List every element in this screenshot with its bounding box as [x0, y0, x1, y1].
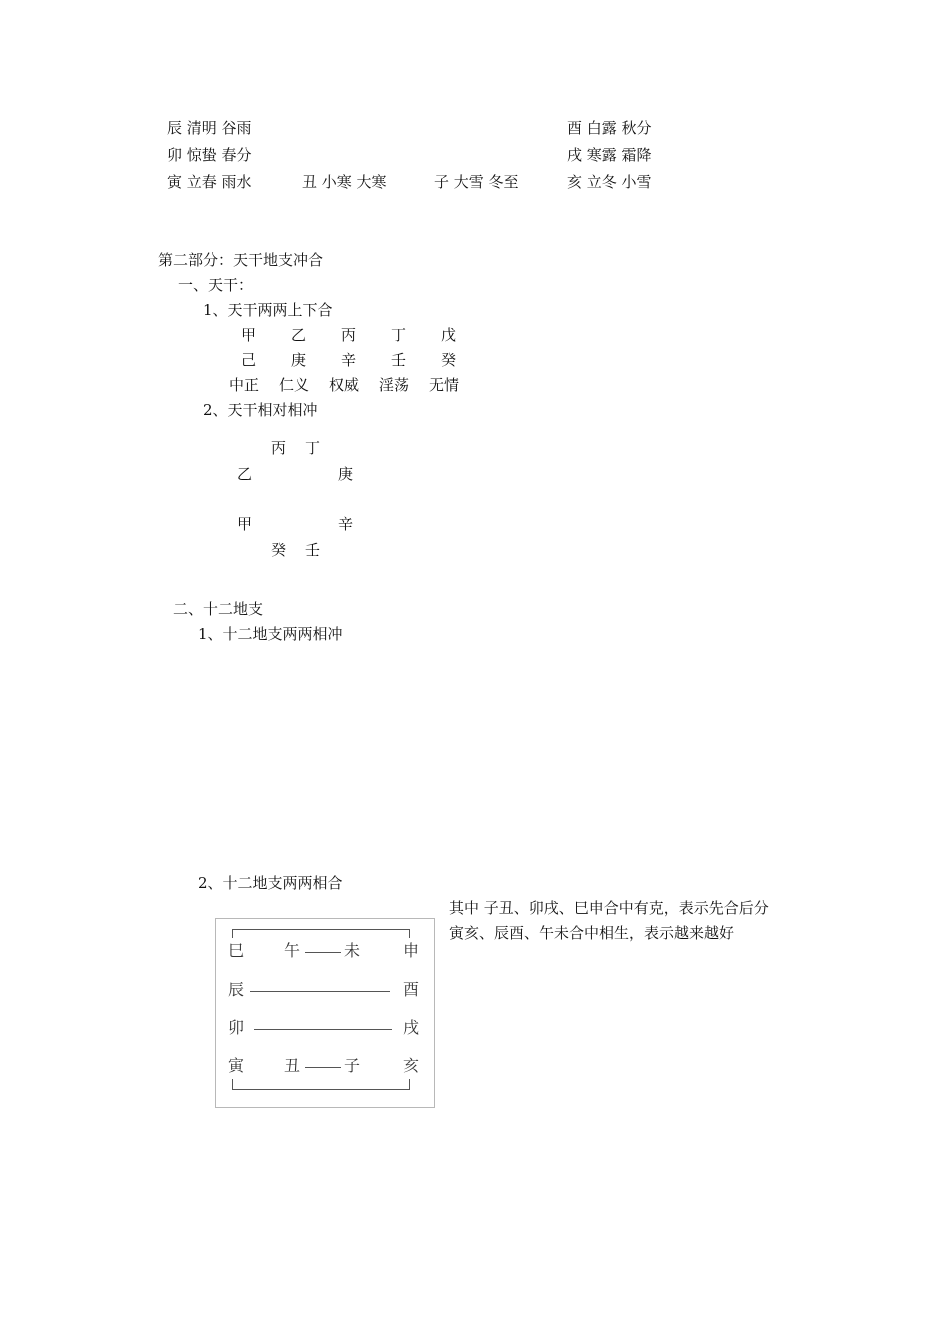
branch-si: 巳 [228, 941, 245, 960]
mao-xu-line [254, 1029, 392, 1030]
clash-geng: 庚 [338, 465, 354, 483]
branch-wei: 未 [344, 941, 361, 960]
clash-ding: 丁 [305, 439, 321, 457]
stem-meaning-3: 权威 [329, 376, 360, 394]
stem-bottom-3: 辛 [341, 351, 357, 369]
stem-meaning-2: 仁义 [279, 376, 310, 394]
branch-mao: 卯 [228, 1018, 245, 1037]
branch-zi: 子 [344, 1056, 361, 1075]
branch-combination-diagram [215, 918, 435, 1108]
chen-you-line [250, 991, 390, 992]
stem-top-1: 甲 [241, 326, 257, 344]
clash-xin: 辛 [338, 515, 354, 533]
branch-wu: 午 [284, 941, 301, 960]
stem-top-3: 丙 [341, 326, 357, 344]
part2-title: 第二部分：天干地支冲合 [158, 251, 324, 269]
section-earthly-branches-title: 二、十二地支 [173, 600, 264, 618]
solar-term-row1-right: 酉 白露 秋分 [567, 119, 652, 137]
stem-bottom-1: 己 [241, 351, 257, 369]
clash-yi: 乙 [237, 465, 253, 483]
branch-hai: 亥 [403, 1056, 420, 1075]
combination-note-line2: 寅亥、辰酉、午未合中相生，表示越来越好 [449, 924, 735, 942]
stem-meaning-4: 淫荡 [379, 376, 410, 394]
stem-bottom-2: 庚 [291, 351, 307, 369]
si-shen-bracket [232, 929, 410, 938]
combination-note-line1: 其中 子丑、卯戌、巳申合中有克，表示先合后分 [449, 899, 769, 917]
branch-xu: 戌 [403, 1018, 420, 1037]
clash-bing: 丙 [271, 439, 287, 457]
stem-top-2: 乙 [291, 326, 307, 344]
clash-jia: 甲 [237, 515, 253, 533]
solar-term-row3-col3: 子 大雪 冬至 [434, 173, 519, 191]
solar-term-row2-right: 戌 寒露 霜降 [567, 146, 652, 164]
clash-ren: 壬 [305, 541, 321, 559]
stem-top-4: 丁 [391, 326, 407, 344]
branch-yin: 寅 [228, 1056, 245, 1075]
branches-clash-title: 1、十二地支两两相冲 [198, 625, 343, 643]
branch-you: 酉 [403, 980, 420, 999]
stem-meaning-5: 无情 [429, 376, 460, 394]
section-heavenly-stems-title: 一、天干： [178, 276, 254, 294]
branch-chen: 辰 [228, 980, 245, 999]
solar-term-row3-col2: 丑 小寒 大寒 [302, 173, 387, 191]
solar-term-row1-left: 辰 清明 谷雨 [167, 119, 252, 137]
chou-zi-line [305, 1067, 341, 1068]
stem-meaning-1: 中正 [229, 376, 260, 394]
clash-gui: 癸 [271, 541, 287, 559]
solar-term-row3-col4: 亥 立冬 小雪 [567, 173, 652, 191]
solar-term-row2-left: 卯 惊蛰 春分 [167, 146, 252, 164]
stems-clash-title: 2、天干相对相冲 [203, 401, 318, 419]
branch-shen: 申 [403, 941, 420, 960]
yin-hai-bracket [232, 1079, 410, 1090]
stem-bottom-5: 癸 [441, 351, 457, 369]
stem-bottom-4: 壬 [391, 351, 407, 369]
stems-combination-title: 1、天干两两上下合 [203, 301, 333, 319]
stem-top-5: 戊 [441, 326, 457, 344]
solar-term-row3-col1: 寅 立春 雨水 [167, 173, 252, 191]
branches-combination-title: 2、十二地支两两相合 [198, 874, 343, 892]
wu-wei-line [305, 952, 341, 953]
branch-chou: 丑 [284, 1056, 301, 1075]
